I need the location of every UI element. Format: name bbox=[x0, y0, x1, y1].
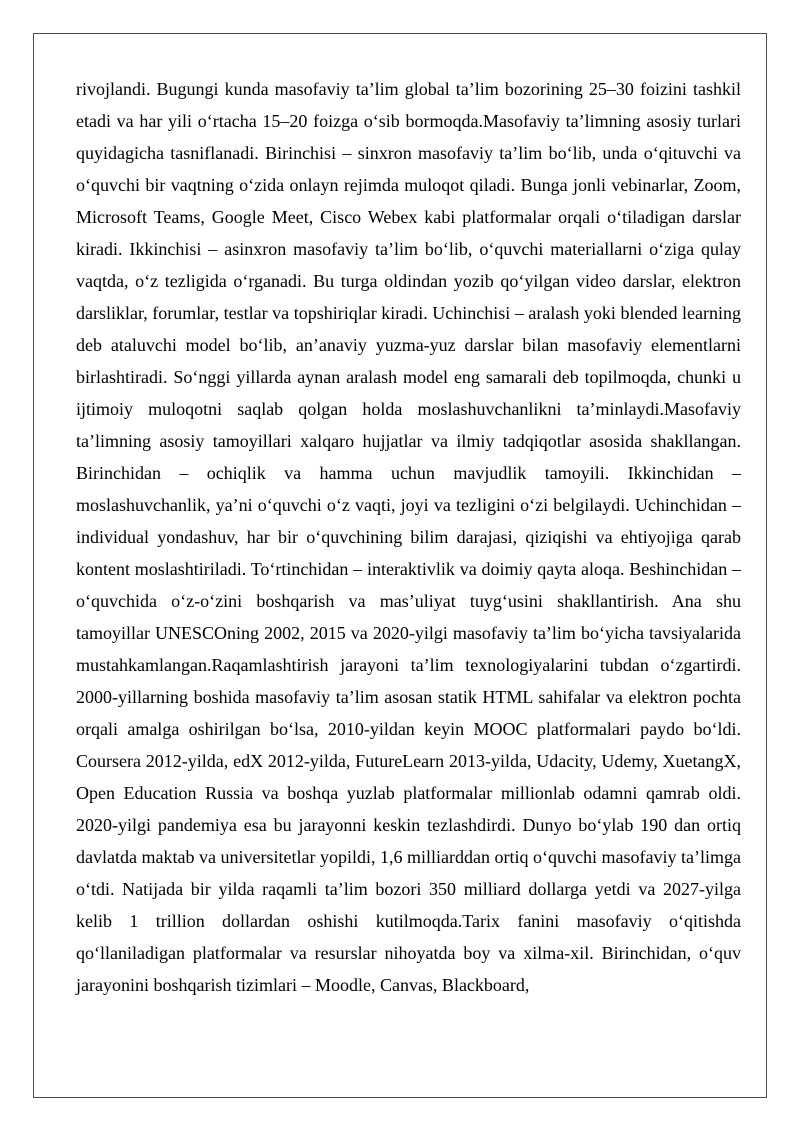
document-body bbox=[76, 73, 741, 1001]
body-paragraph: rivojlandi. Bugungi kunda masofaviy ta’lim global ta’lim bozorining 25–30 foizini tashkil etadi va har yili o‘rtacha 15–20 foizga o‘sib bormoqda.Masofaviy ta’limning asosiy turlari quyidagicha tasniflanadi. Birinchisi – sinxron masofaviy ta’lim bo‘lib, unda o‘qituvchi va o‘quvchi bir vaqtning o‘zida onlayn rejimda muloqot qiladi. Bunga jonli vebinarlar, Zoom, Microsoft Teams, Google Meet, Cisco Webex kabi platformalar orqali o‘tiladigan darslar kiradi. Ikkinchisi – asinxron masofaviy ta’lim bo‘lib, o‘quvchi materiallarni o‘ziga qulay vaqtda, o‘z tezligida o‘rganadi. Bu turga oldindan yozib qo‘yilgan video darslar, elektron darsliklar, forumlar, testlar va topshiriqlar kiradi. Uchinchisi – aralash yoki blended learning deb ataluvchi model bo‘lib, an’anaviy yuzma-yuz darslar bilan masofaviy elementlarni birlashtiradi. So‘nggi yillarda aynan aralash model eng samarali deb topilmoqda, chunki u ijtimoiy muloqotni saqlab qolgan holda moslashuvchanlikni ta’minlaydi.Masofaviy ta’limning asosiy tamoyillari xalqaro hujjatlar va ilmiy tadqiqotlar asosida shakllangan. Birinchidan – ochiqlik va hamma uchun mavjudlik tamoyili. Ikkinchidan – moslashuvchanlik, ya’ni o‘quvchi o‘z vaqti, joyi va tezligini o‘zi belgilaydi. Uchinchidan – individual yondashuv, har bir o‘quvchining bilim darajasi, qiziqishi va ehtiyojiga qarab kontent moslashtiriladi. To‘rtinchidan – interaktivlik va doimiy qayta aloqa. Beshinchidan – o‘quvchida o‘z-o‘zini boshqarish va mas’uliyat tuyg‘usini shakllantirish. Ana shu tamoyillar UNESCOning 2002, 2015 va 2020-yilgi masofaviy ta’lim bo‘yicha tavsiyalarida mustahkamlangan.Raqamlashtirish jarayoni ta’lim texnologiyalarini tubdan o‘zgartirdi. 2000-yillarning boshida masofaviy ta’lim asosan statik HTML sahifalar va elektron pochta orqali amalga oshirilgan bo‘lsa, 2010-yildan keyin MOOC platformalari paydo bo‘ldi. Coursera 2012-yilda, edX 2012-yilda, FutureLearn 2013-yilda, Udacity, Udemy, XuetangX, Open Education Russia va boshqa yuzlab platformalar millionlab odamni qamrab oldi. 2020-yilgi pandemiya esa bu jarayonni keskin tezlashdirdi. Dunyo bo‘ylab 190 dan ortiq davlatda maktab va universitetlar yopildi, 1,6 milliarddan ortiq o‘quvchi masofaviy ta’limga o‘tdi. Natijada bir yilda raqamli ta’lim bozori 350 milliard dollarga yetdi va 2027-yilga kelib 1 trillion dollardan oshishi kutilmoqda.Tarix fanini masofaviy o‘qitishda qo‘llaniladigan platformalar va resurslar nihoyatda boy va xilma-xil. Birinchidan, o‘quv jarayonini boshqarish tizimlari – Moodle, Canvas, Blackboard, bbox=[76, 79, 741, 995]
